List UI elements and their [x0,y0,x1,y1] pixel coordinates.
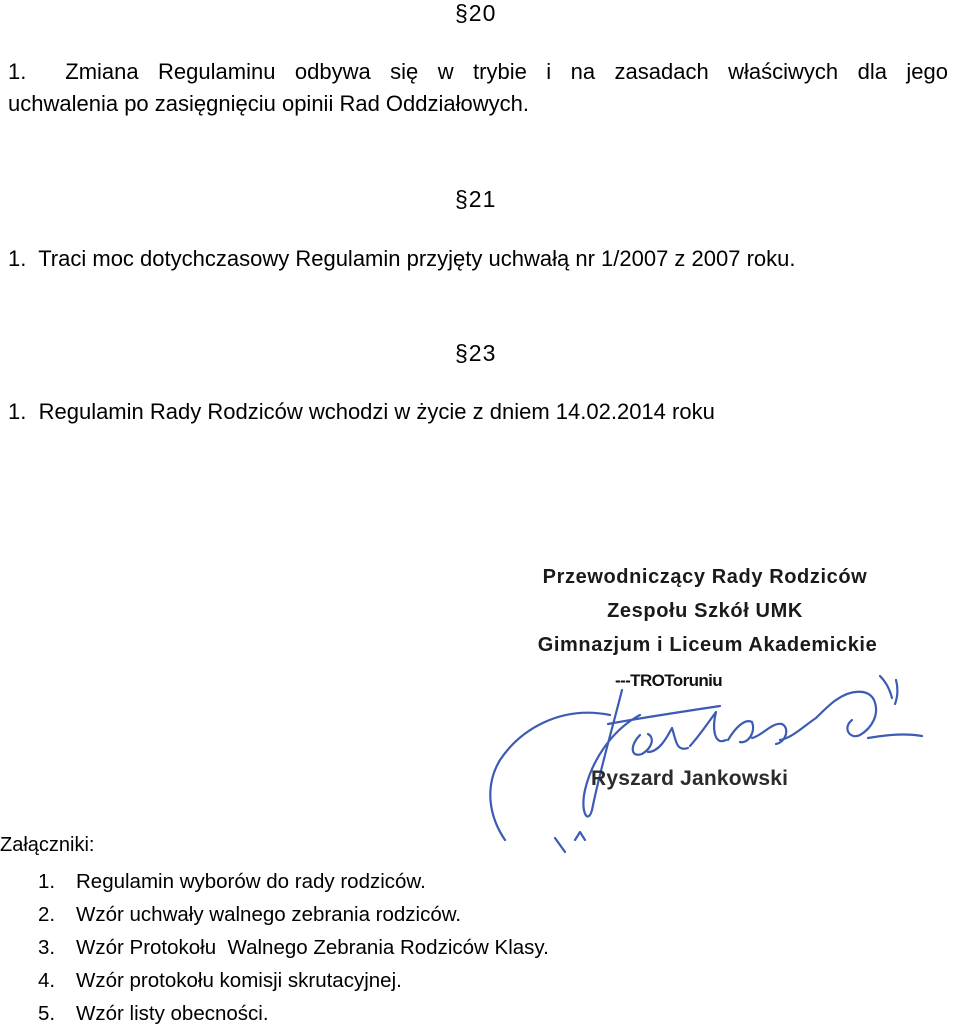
item-number: 1. [8,399,27,424]
section-20-item-1-line-2: uchwalenia po zasięgnięciu opinii Rad Oddziałowych. [8,91,529,116]
section-heading-21: §21 [455,186,497,212]
item-text: Traci moc dotychczasowy Regulamin przyjęty uchwałą nr 1/2007 z 2007 roku. [38,246,796,271]
attachment-item-2 [38,903,461,927]
attachment-text: Wzór listy obecności. [76,1002,269,1025]
signer-name: Ryszard Jankowski [591,767,789,790]
attachment-text: Wzór uchwały walnego zebrania rodziców. [76,903,462,926]
stamp-line-4: ---TROToruniu [615,671,723,690]
attachment-text: Wzór Protokołu Walnego Zebrania Rodziców Klasy. [76,936,549,959]
section-heading-20: §20 [455,0,497,26]
attachment-text: Wzór protokołu komisji skrutacyjnej. [76,969,402,992]
item-text: Regulamin Rady Rodziców wchodzi w życie z dniem 14.02.2014 roku [38,399,715,424]
attachment-item-4 [38,969,402,993]
item-number: 1. [8,59,27,84]
attachment-number: 4. [38,969,56,992]
attachment-item-5 [38,1002,269,1026]
stamp-line-2: Zespołu Szkół UMK [607,600,803,622]
attachment-number: 2. [38,903,56,926]
attachments-title: Załączniki: [0,834,95,856]
section-heading-23: §23 [455,340,497,366]
stamp-line-3: Gimnazjum i Liceum Akademickie [537,634,878,656]
attachment-text: Regulamin wyborów do rady rodziców. [76,870,426,893]
attachment-item-3 [38,936,549,960]
attachment-number: 5. [38,1002,56,1025]
attachment-number: 1. [38,870,56,893]
attachment-number: 3. [38,936,56,959]
item-text: Zmiana Regulaminu odbywa się w trybie i na zasadach właściwych dla jego [65,59,948,84]
stamp-line-1: Przewodniczący Rady Rodziców [542,566,868,588]
item-number: 1. [8,246,27,271]
attachment-item-1 [38,870,426,894]
